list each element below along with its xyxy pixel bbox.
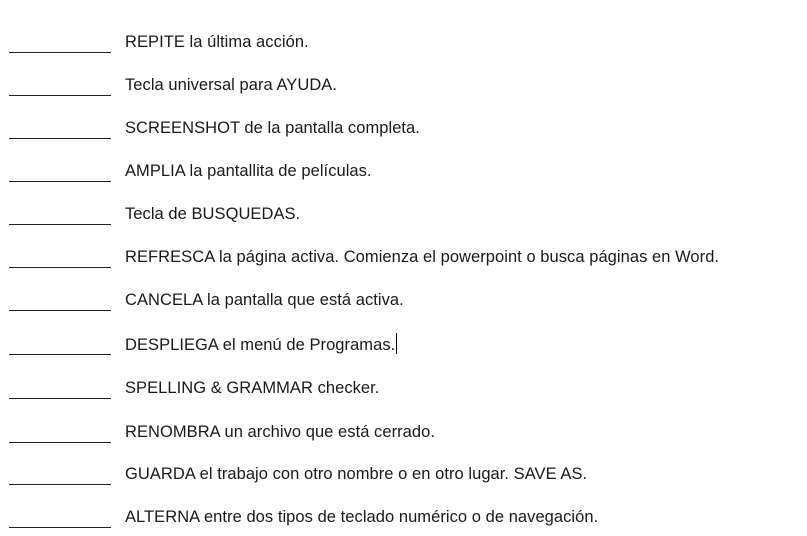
answer-blank[interactable] xyxy=(9,506,111,528)
list-item xyxy=(0,463,807,493)
item-description: RENOMBRA un archivo que está cerrado. xyxy=(125,423,435,441)
list-item xyxy=(0,506,807,536)
answer-blank[interactable] xyxy=(9,421,111,443)
answer-blank[interactable] xyxy=(9,246,111,268)
item-description: REPITE la última acción. xyxy=(125,33,309,51)
item-description: Tecla de BUSQUEDAS. xyxy=(125,205,301,223)
list-item xyxy=(0,246,807,276)
answer-blank[interactable] xyxy=(9,203,111,225)
item-description: AMPLIA la pantallita de películas. xyxy=(125,162,372,180)
list-item xyxy=(0,160,807,190)
list-item xyxy=(0,203,807,233)
answer-blank[interactable] xyxy=(9,333,111,355)
answer-blank[interactable] xyxy=(9,160,111,182)
answer-blank[interactable] xyxy=(9,31,111,53)
item-description: ALTERNA entre dos tipos de teclado numérico o de navegación. xyxy=(125,508,599,526)
list-item xyxy=(0,31,807,61)
item-description: Tecla universal para AYUDA. xyxy=(125,76,337,94)
item-description: CANCELA la pantalla que está activa. xyxy=(125,291,404,309)
item-description: REFRESCA la página activa. Comienza el powerpoint o busca páginas en Word. xyxy=(125,248,720,266)
answer-blank[interactable] xyxy=(9,74,111,96)
item-description: SPELLING & GRAMMAR checker. xyxy=(125,379,380,397)
item-description: GUARDA el trabajo con otro nombre o en otro lugar. SAVE AS. xyxy=(125,465,588,483)
list-item xyxy=(0,421,807,451)
text-cursor xyxy=(396,333,397,354)
list-item xyxy=(0,117,807,147)
list-item xyxy=(0,289,807,319)
list-item xyxy=(0,333,807,363)
answer-blank[interactable] xyxy=(9,377,111,399)
list-item xyxy=(0,377,807,407)
item-description-text: DESPLIEGA el menú de Programas. xyxy=(125,336,396,354)
answer-blank[interactable] xyxy=(9,463,111,485)
answer-blank[interactable] xyxy=(9,117,111,139)
item-description xyxy=(125,333,397,356)
answer-blank[interactable] xyxy=(9,289,111,311)
list-item xyxy=(0,74,807,104)
item-description: SCREENSHOT de la pantalla completa. xyxy=(125,119,420,137)
